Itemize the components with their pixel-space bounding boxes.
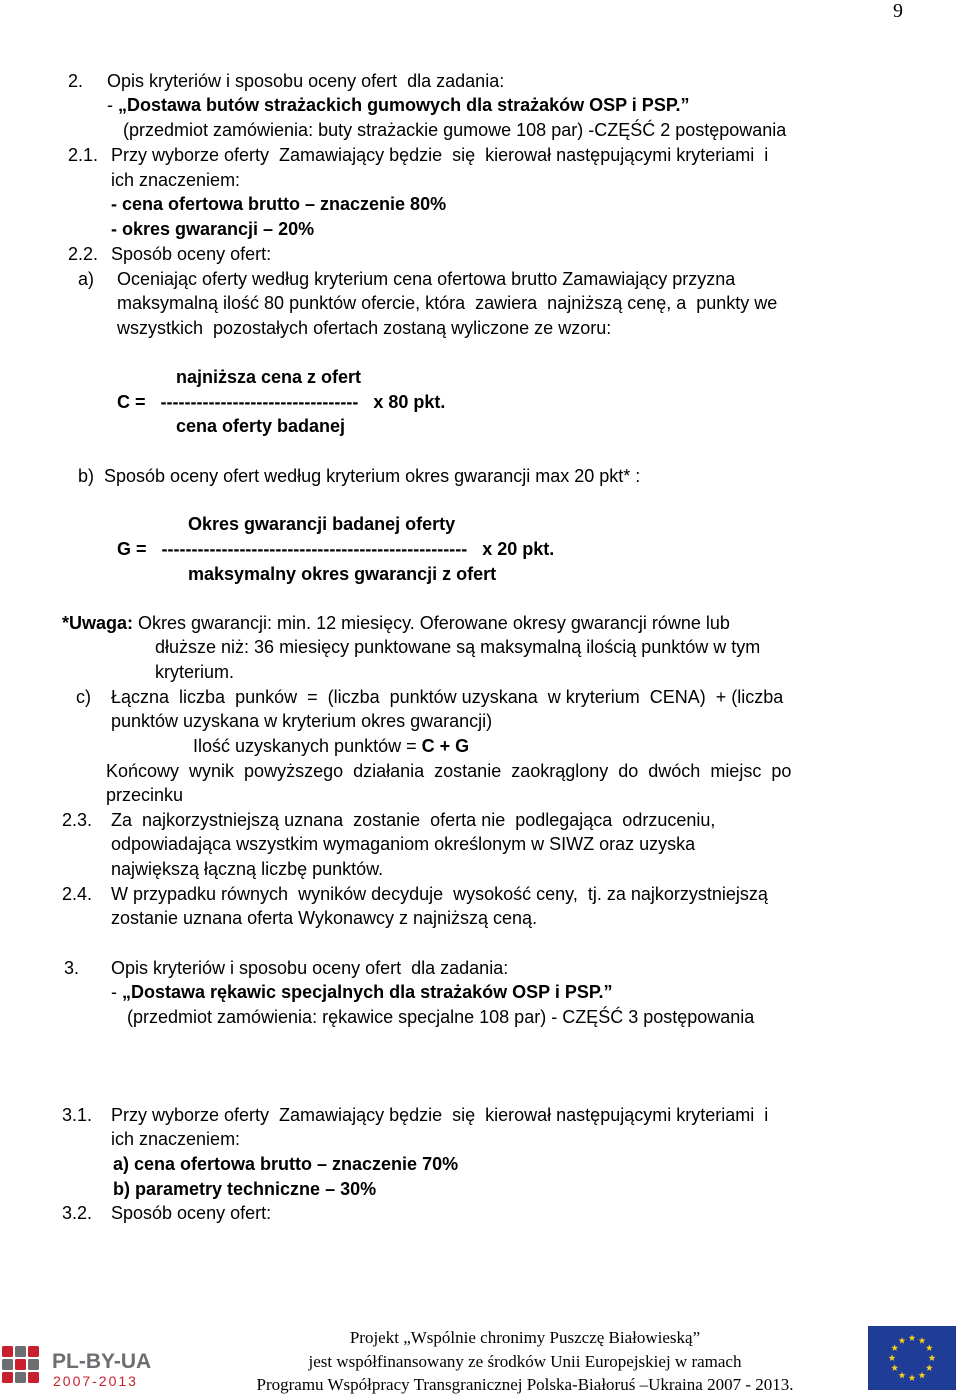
paragraph-text: Łączna liczba punków = (liczba punktów uzyskana w kryterium CENA) + (liczba (111, 687, 784, 707)
section-number: 3. (64, 958, 80, 978)
paragraph-text: maksymalną ilość 80 punktów ofercie, która zawiera najniższą cenę, a punkty we (117, 293, 778, 313)
subsection-number: 2.2. (68, 244, 99, 264)
note-text: kryterium. (155, 662, 235, 682)
paragraph-text: ich znaczeniem: (111, 170, 241, 190)
paragraph-text: punktów uzyskana w kryterium okres gwarancji) (111, 711, 493, 731)
paragraph-text: wszystkich pozostałych ofertach zostaną wyliczone ze wzoru: (117, 318, 612, 338)
paragraph-text: Oceniając oferty według kryterium cena ofertowa brutto Zamawiający przyzna (117, 269, 736, 289)
subsection-heading: Sposób oceny ofert: (111, 244, 272, 264)
note-text: dłuższe niż: 36 miesięcy punktowane są maksymalną ilością punktów w tym (155, 637, 761, 657)
task-subject: (przedmiot zamówienia: rękawice specjalne 108 par) - CZĘŚĆ 3 postępowania (127, 1007, 755, 1027)
section-number: 2. (68, 71, 84, 91)
paragraph-text: Za najkorzystniejszą uznana zostanie oferta nie podlegająca odrzuceniu, (111, 810, 716, 830)
page-number: 9 (893, 0, 903, 22)
subsection-number: 3.2. (62, 1203, 93, 1223)
eu-flag (868, 1326, 956, 1390)
footer-text (205, 1326, 845, 1397)
criterion-item: - okres gwarancji – 20% (111, 219, 315, 239)
task-title: - „Dostawa butów strażackich gumowych dla strażaków OSP i PSP.” (107, 95, 690, 115)
points-formula: Ilość uzyskanych punktów = C + G (193, 736, 470, 756)
paragraph-text: Przy wyborze oferty Zamawiający będzie się kierował następującymi kryteriami i (111, 1105, 769, 1125)
section-heading: Opis kryteriów i sposobu oceny ofert dla zadania: (107, 71, 505, 91)
subsection-number: 3.1. (62, 1105, 93, 1125)
note-text: *Uwaga: Okres gwarancji: min. 12 miesięcy. Oferowane okresy gwarancji równe lub (62, 613, 730, 633)
paragraph-text: największą łączną liczbę punktów. (111, 859, 384, 879)
paragraph-text: przecinku (106, 785, 184, 805)
formula-line: C = --------------------------------- x 80 pkt. (117, 392, 446, 412)
pl-by-ua-logo (0, 1340, 168, 1392)
paragraph-text: odpowiadająca wszystkim wymaganiom określonym w SIWZ oraz uzyska (111, 834, 696, 854)
logo-text: PL-BY-UA (52, 1350, 152, 1373)
subsection-number: 2.1. (68, 145, 99, 165)
formula-numerator: Okres gwarancji badanej oferty (188, 514, 456, 534)
footer-line: Projekt „Wspólnie chronimy Puszczę Białowieską” (349, 1328, 701, 1347)
footer-line: jest współfinansowany ze środków Unii Europejskiej w ramach (308, 1351, 742, 1371)
subsection-heading: Sposób oceny ofert: (111, 1203, 272, 1223)
list-marker: c) (76, 687, 91, 707)
formula-denominator: maksymalny okres gwarancji z ofert (188, 564, 497, 584)
formula-line: G = --------------------------------------------------- x 20 pkt. (117, 539, 555, 559)
page-footer (0, 1318, 960, 1397)
subsection-number: 2.4. (62, 884, 93, 904)
paragraph-text: zostanie uznana oferta Wykonawcy z najniższą ceną. (111, 908, 538, 928)
formula-numerator: najniższa cena z ofert (176, 367, 362, 387)
task-subject: (przedmiot zamówienia: buty strażackie gumowe 108 par) -CZĘŚĆ 2 postępowania (123, 120, 787, 140)
eu-flag-icon (868, 1326, 956, 1390)
paragraph-text: Przy wyborze oferty Zamawiający będzie się kierował następującymi kryteriami i (111, 145, 769, 165)
pl-by-ua-logo-icon (0, 1340, 168, 1392)
criterion-item: b) parametry techniczne – 30% (113, 1179, 377, 1199)
list-marker: a) (78, 269, 95, 289)
paragraph-text: Końcowy wynik powyższego działania zostanie zaokrąglony do dwóch miejsc po (106, 761, 792, 781)
section-heading: Opis kryteriów i sposobu oceny ofert dla zadania: (111, 958, 509, 978)
logo-years: 2007-2013 (53, 1373, 138, 1389)
criterion-item: - cena ofertowa brutto – znaczenie 80% (111, 194, 447, 214)
formula-denominator: cena oferty badanej (176, 416, 346, 436)
paragraph-text: ich znaczeniem: (111, 1129, 241, 1149)
footer-line: Programu Współpracy Transgranicznej Polska-Białoruś –Ukraina 2007 - 2013. (256, 1375, 794, 1394)
paragraph-text: b) Sposób oceny ofert według kryterium okres gwarancji max 20 pkt* : (78, 466, 641, 486)
subsection-number: 2.3. (62, 810, 93, 830)
task-title: - „Dostawa rękawic specjalnych dla strażaków OSP i PSP.” (111, 982, 613, 1002)
criterion-item: a) cena ofertowa brutto – znaczenie 70% (113, 1154, 459, 1174)
paragraph-text: W przypadku równych wyników decyduje wysokość ceny, tj. za najkorzystniejszą (111, 884, 768, 904)
